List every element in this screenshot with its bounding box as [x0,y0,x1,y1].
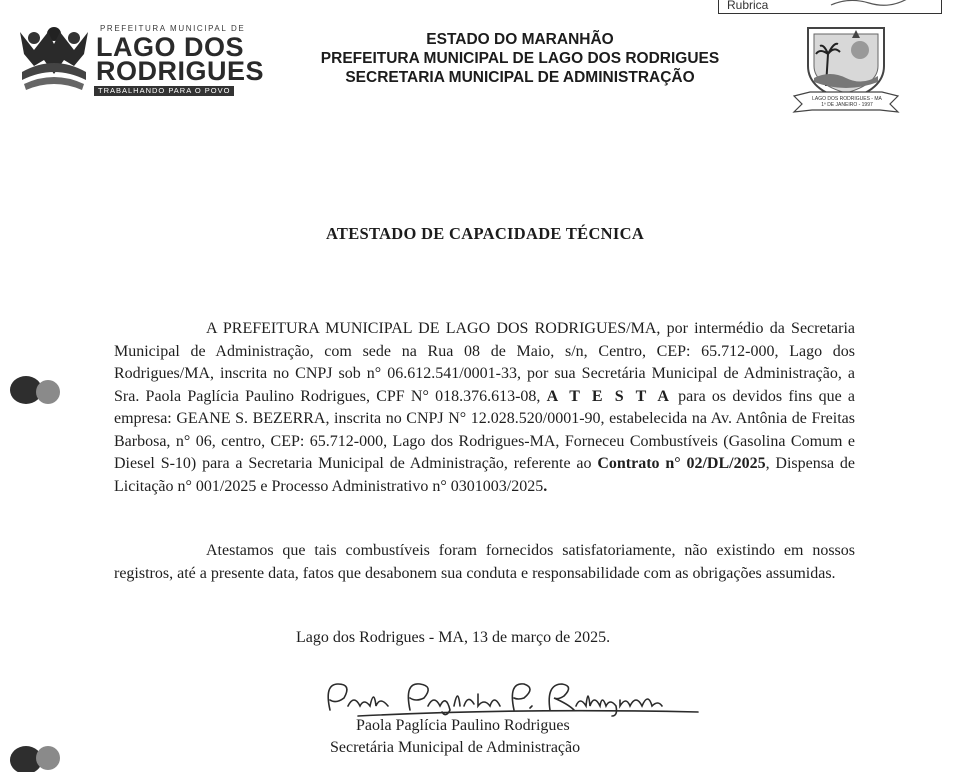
logo-name-line2: RODRIGUES [96,56,265,86]
atesta-keyword: A T E S T A [546,387,672,405]
signer-role: Secretária Municipal de Administração [330,739,581,756]
prefecture-logo [14,24,265,96]
paragraph1-part1: A PREFEITURA MUNICIPAL DE LAGO DOS RODRIGUES/MA, por intermédio da Secretaria Municipal de Administração, com sede na Rua 08 de Maio, s/n, Centro, CEP: 65.712-000, Lago dos Rodrigues/MA, inscrita no CNPJ sob n° 06.612.541/0001-33, por sua Secretária Municipal de Administração, a Sra. Paola Paglícia Paulino Rodrigues, CPF N° 018.376.613-08, [114,320,855,405]
attestation-paragraph [114,540,855,585]
rubrica-label: Rubrica [727,0,769,12]
paragraph1-part2: para os devidos fins que a empresa: GEANE S. BEZERRA, inscrita no CNPJ N° 12.028.520/0001-90, estabelecida na Av. Antônia de Freitas Barbosa, n° 06, centro, CEP: 65.712-000, Lago dos Rodrigues-MA, Forneceu Combustíveis (Gasolina Comum e Diesel S-10) para a Secretaria Municipal de Administração, referente ao [114,387,856,472]
document-header [270,30,770,87]
seal-banner-line2: 1º DE JANEIRO - 1997 [821,102,873,108]
people-emblem-icon [14,24,94,96]
state-name: ESTADO DO MARANHÃO [426,31,614,48]
paragraph2-text: Atestamos que tais combustíveis foram fornecidos satisfatoriamente, não existindo em nossos registros, até a presente data, fatos que desabonem sua conduta e responsabilidade com as obrigações assumidas. [114,542,855,582]
seal-banner-line1: LAGO DOS RODRIGUES - MA [812,96,882,102]
logo-name-line1: LAGO DOS [96,32,245,62]
secretariat-name: SECRETARIA MUNICIPAL DE ADMINISTRAÇÃO [345,69,695,86]
rubrica-scribble-icon [829,0,909,9]
signer-name: Paola Paglícia Paulino Rodrigues [356,717,570,734]
rubrica-box [718,0,942,14]
paragraph1-part3: , Dispensa de Licitação n° 001/2025 e Processo Administrativo n° 0301003/2025 [114,455,856,495]
seal-banner-text [810,96,884,108]
municipal-seal [790,20,902,120]
punch-hole-icon [6,740,66,772]
prefecture-name: PREFEITURA MUNICIPAL DE LAGO DOS RODRIGUES [320,50,720,67]
certificate-paragraph [114,318,855,498]
punch-hole-icon [6,374,66,408]
document-title: ATESTADO DE CAPACIDADE TÉCNICA [325,224,645,243]
date-line: Lago dos Rodrigues - MA, 13 de março de 2025. [296,629,611,646]
paragraph1-end: . [543,477,548,495]
handwritten-signature [318,676,718,720]
logo-tagline: TRABALHANDO PARA O POVO [94,86,234,96]
logo-top-text: PREFEITURA MUNICIPAL DE [100,24,246,33]
contract-number: Contrato n° 02/DL/2025 [597,455,766,472]
